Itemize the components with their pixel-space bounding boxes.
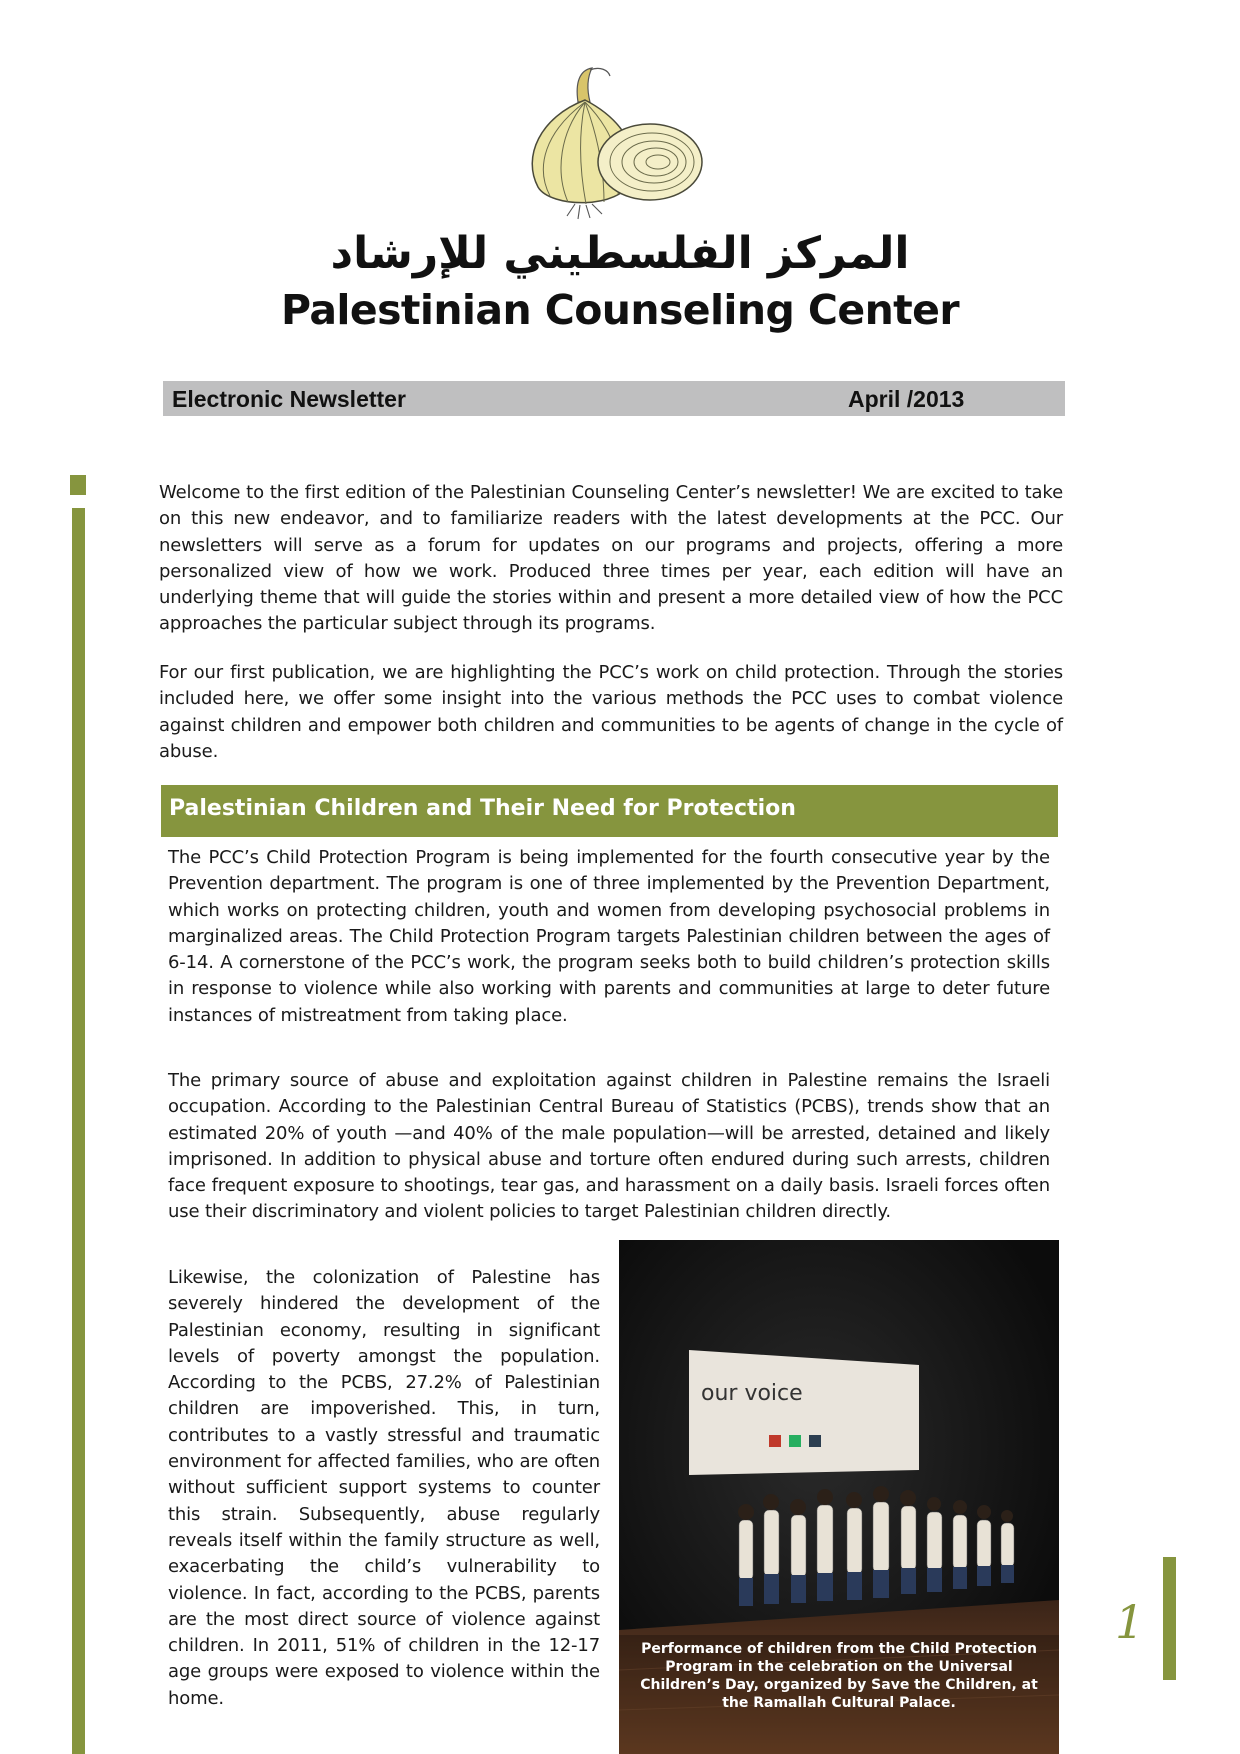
onion-logo-icon: [520, 62, 720, 222]
page-number: 1: [1115, 1595, 1145, 1649]
newsletter-label: Electronic Newsletter: [172, 386, 406, 412]
left-accent-square: [70, 475, 86, 495]
photo-caption: Performance of children from the Child Protection Program in the celebration on the Universal Children’s Day, organized by Save the Children, at the Ramallah Cultural Palace.: [640, 1641, 1038, 1711]
right-accent-bar: [1163, 1557, 1176, 1680]
intro-paragraph-2: For our first publication, we are highlighting the PCC’s work on child protection. Through the stories included here, we offer some insight into the various methods the PCC uses to combat violence against children and empower both children and communities to be agents of change in the cycle of abuse.: [159, 662, 1063, 762]
org-name-arabic: المركز الفلسطيني للإرشاد: [330, 228, 910, 279]
section-title: Palestinian Children and Their Need for Protection: [169, 796, 796, 821]
intro-paragraph-1: Welcome to the first edition of the Palestinian Counseling Center’s newsletter! We are excited to take on this new endeavor, and to familiarize readers with the latest developments at the PCC. Our newsletters will serve as a forum for updates on our programs and projects, offering a more personalized view of how we work. Produced three times per year, each edition will have an underlying theme that will guide the stories within and present a more detailed view of how the PCC approaches the particular subject through its programs.: [159, 482, 1063, 635]
photo-banner-text: our voice: [701, 1381, 803, 1406]
section-paragraph-2: The primary source of abuse and exploitation against children in Palestine remains the Israeli occupation. According to the Palestinian Central Bureau of Statistics (PCBS), trends show that an estimated 20% of youth —and 40% of the male population—will be arrested, detained and likely imprisoned. In addition to physical abuse and torture often endured during such arrests, children face frequent exposure to shootings, tear gas, and harassment on a daily basis. Israeli forces often use their discriminatory and violent policies to target Palestinian children directly.: [168, 1070, 1050, 1223]
left-accent-bar: [72, 508, 85, 1754]
org-name: Palestinian Counseling Center: [281, 286, 959, 334]
section-paragraph-3: Likewise, the colonization of Palestine has severely hindered the development of the Palestinian economy, resulting in significant levels of poverty amongst the population. According to the PCBS, 27.2% of Palestinian children are impoverished. This, in turn, contributes to a vastly stressful and traumatic environment for affected families, who are often without sufficient support systems to counter this strain. Subsequently, abuse regularly reveals itself within the family structure as well, exacerbating the child’s vulnerability to violence. In fact, according to the PCBS, parents are the most direct source of violence against children. In 2011, 51% of children in the 12-17 age groups were exposed to violence within the home.: [168, 1267, 600, 1709]
newsletter-date: April /2013: [848, 386, 965, 412]
section-paragraph-1: The PCC’s Child Protection Program is being implemented for the fourth consecutive year by the Prevention department. The program is one of three implemented by the Prevention Department, which works on protecting children, youth and women from developing psychosocial problems in marginalized areas. The Child Protection Program targets Palestinian children between the ages of 6-14. A cornerstone of the PCC’s work, the program seeks both to build children’s protection skills in response to violence while also working with parents and communities at large to deter future instances of mistreatment from taking place.: [168, 847, 1050, 1026]
